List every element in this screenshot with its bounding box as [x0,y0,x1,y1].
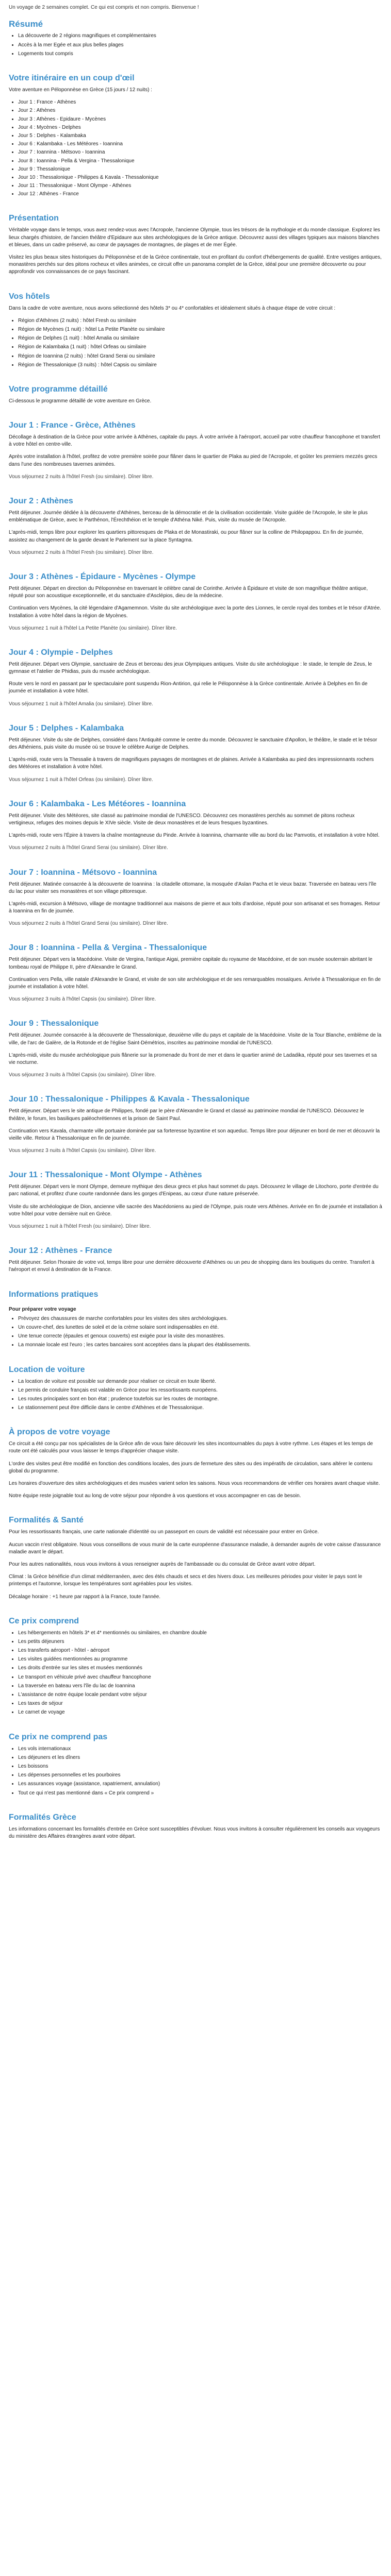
formalites-paragraph: Décalage horaire : +1 heure par rapport à la France, toute l'année. [9,1594,161,1600]
itinerary-item: • Jour 6 : Kalambaka - Les Météores - Ioannina [18,141,382,148]
day-8 [9,943,382,1003]
resume-item: • Logements tout compris [18,50,382,58]
day-paragraph: Décollage à destination de la Grèce pour votre arrivée à Athènes, capitale du pays. À votre arrivée à l'aéroport, accueil par votre chauffeur francophone et transfert à votre hôtel en centre-ville. [9,434,380,448]
programme-section [9,384,382,405]
day-heading: Jour 6 : Kalambaka - Les Météores - Ioannina [9,799,186,808]
day-6 [9,799,382,852]
day-paragraph: Petit déjeuner. Départ en direction du Péloponnèse en traversant le célèbre canal de Corinthe. Arrivée à Épidaure et visite de son magnifique théâtre antique, réputé pour son acoustique exceptionnelle, et du sanctuaire d'Asclépios, dieu de la médecine. [9,585,368,599]
day-heading: Jour 9 : Thessalonique [9,1019,99,1028]
day-meta: Vous séjournez 1 nuit à l'hôtel La Petite Planète (ou similaire). Dîner libre. [9,625,177,631]
location-section [9,1365,382,1412]
noncompris-item: • Les boissons [18,1763,382,1770]
noncompris-list [9,1745,382,1797]
itinerary-section [9,73,382,198]
noncompris-item: • Les dépenses personnelles et les pourboires [18,1772,382,1779]
day-paragraph: Petit déjeuner. Visite des Météores, site classé au patrimoine mondial de l'UNESCO. Découvrez ces monastères perchés au sommet de pitons rocheux vertigineux, refuges des moines depuis le XIVe siècle. Visite de deux monastères et de leurs fresques byzantines. [9,812,355,826]
formalites-paragraph: Aucun vaccin n'est obligatoire. Nous vous conseillons de vous munir de la carte européenne d'assurance maladie, à demander auprès de votre caisse d'assurance maladie avant le départ. [9,1541,381,1555]
apropos-section [9,1427,382,1500]
compris-heading: Ce prix comprend [9,1616,79,1625]
day-paragraph: L'après-midi, visite du musée archéologique puis flânerie sur la promenade du front de mer et dans le quartier animé de Ladadika, réputé pour ses tavernes et sa vie nocturne. [9,1052,377,1065]
itinerary-item: • Jour 4 : Mycènes - Delphes [18,124,382,131]
day-paragraph: Petit déjeuner. Selon l'horaire de votre vol, temps libre pour une dernière découverte d'Athènes ou un peu de shopping dans les boutiques du centre. Transfert à l'aéroport et envol à destination de la France. [9,1260,374,1273]
noncompris-item: • Les assurances voyage (assistance, rapatriement, annulation) [18,1781,382,1788]
location-item: • La location de voiture est possible sur demande pour réaliser ce circuit en toute liberté. [18,1378,382,1385]
itinerary-list [9,99,382,198]
day-meta: Vous séjournez 2 nuits à l'hôtel Grand Serai (ou similaire). Dîner libre. [9,921,168,927]
day-paragraph: Route vers le nord en passant par le spectaculaire pont suspendu Rion-Antirion, qui relie le Péloponnèse à la Grèce continentale. Arrivée à Delphes en fin de journée et installation à votre hôtel. [9,681,368,694]
day-meta: Vous séjournez 1 nuit à l'hôtel Orfeas (ou similaire). Dîner libre. [9,776,153,783]
day-paragraph: L'après-midi, route vers la Thessalie à travers de magnifiques paysages de montagnes et de plaines. Arrivée à Kalambaka au pied des impressionnants rochers des Météores et installation à votre hôtel. [9,757,374,770]
day-heading: Jour 5 : Delphes - Kalambaka [9,723,124,733]
apropos-paragraph: Notre équipe reste joignable tout au long de votre séjour pour répondre à vos questions et vous accompagner en cas de besoin. [9,1493,301,1499]
day-paragraph: Petit déjeuner. Départ vers la Macédoine. Visite de Vergina, l'antique Aigai, première capitale du royaume de Macédoine, et de son musée souterrain abritant le tombeau royal de Philippe II, père d'Alexandre le Grand. [9,957,372,970]
day-paragraph: L'après-midi, excursion à Métsovo, village de montagne traditionnel aux maisons de pierre et aux toits d'ardoise, réputé pour son artisanat et ses fromages. Retour à Ioannina en fin de journée. [9,901,380,914]
day-10 [9,1094,382,1155]
compris-item: • Les hébergements en hôtels 3* et 4* mentionnés ou similaires, en chambre double [18,1630,382,1637]
day-paragraph: Petit déjeuner. Départ vers Olympie, sanctuaire de Zeus et berceau des jeux Olympiques antiques. Visite du site archéologique : le stade, le temple de Zeus, le gymnase et l'atelier de Phidias, puis du musée archéologique. [9,661,372,675]
day-paragraph: Petit déjeuner. Matinée consacrée à la découverte de Ioannina : la citadelle ottomane, la mosquée d'Aslan Pacha et le vieux bazar. Traversée en bateau vers l'île du lac pour visiter ses monastères et son village pittoresque. [9,881,377,894]
day-paragraph: Petit déjeuner. Journée consacrée à la découverte de Thessalonique, deuxième ville du pays et capitale de la Macédoine. Visite de la Tour Blanche, emblème de la ville, de l'arc de Galère, de la Rotonde et de l'église Saint-Démétrios, inscrites au patrimoine mondial de l'UNESCO. [9,1032,382,1046]
day-paragraph: Après votre installation à l'hôtel, profitez de votre première soirée pour flâner dans le quartier de Plaka au pied de l'Acropole, et goûter les premiers mezzés grecs dans l'une des nombreuses tavernes animées. [9,454,378,467]
noncompris-section [9,1732,382,1797]
day-heading: Jour 7 : Ioannina - Métsovo - Ioannina [9,868,157,877]
day-9 [9,1019,382,1079]
day-meta: Vous séjournez 2 nuits à l'hôtel Fresh (ou similaire). Dîner libre. [9,473,154,480]
day-5 [9,723,382,784]
itinerary-item: • Jour 5 : Delphes - Kalambaka [18,132,382,140]
day-meta: Vous séjournez 2 nuits à l'hôtel Grand Serai (ou similaire). Dîner libre. [9,845,168,851]
presentation-paragraph: Véritable voyage dans le temps, vous avez rendez-vous avec l'Acropole, l'ancienne Olympie, tous les trésors de la mythologie et du monde classique. Explorez les lieux chargés d'histoire, de l'ancien théâtre d'Epidaure aux sites archéologiques de la Grèce antique. Découvrez aussi des villages typiques aux maisons blanches et bleues, dans un cadre préservé, au cœur de paysages de montagnes, de plages et de mer Égée. [9,227,380,248]
footer-section [9,1812,382,1840]
presentation-heading: Présentation [9,214,59,223]
compris-item: • La traversée en bateau vers l'île du lac de Ioannina [18,1683,382,1690]
compris-item: • Les taxes de séjour [18,1700,382,1707]
itinerary-heading: Votre itinéraire en un coup d'œil [9,74,135,82]
day-heading: Jour 12 : Athènes - France [9,1246,112,1256]
formalites-paragraph: Climat : la Grèce bénéficie d'un climat méditerranéen, avec des étés chauds et secs et des hivers doux. Les meilleures périodes pour visiter le pays sont le printemps et l'automne, lorsque les températures sont agréables pour les visites. [9,1574,363,1587]
day-heading: Jour 2 : Athènes [9,497,73,505]
infos-item: • Un couvre-chef, des lunettes de soleil et de la crème solaire sont indispensables en été. [18,1324,382,1331]
day-meta: Vous séjournez 1 nuit à l'hôtel Amalia (ou similaire). Dîner libre. [9,701,153,707]
location-heading: Location de voiture [9,1365,85,1374]
itinerary-item: • Jour 7 : Ioannina - Métsovo - Ioannina [18,149,382,156]
hotels-lead: Dans la cadre de votre aventure, nous avons sélectionné des hôtels 3* ou 4* confortables et idéalement situés à chaque étape de votre circuit : [9,305,336,311]
location-item: • Les routes principales sont en bon état ; prudence toutefois sur les routes de montagne. [18,1396,382,1403]
day-paragraph: L'après-midi, route vers l'Épire à travers la chaîne montagneuse du Pinde. Arrivée à Ioannina, charmante ville au bord du lac Pamvotis, et installation à votre hôtel. [9,833,380,839]
formalites-paragraph: Pour les ressortissants français, une carte nationale d'identité ou un passeport en cours de validité est nécessaire pour entrer en Grèce. [9,1529,319,1535]
compris-section [9,1616,382,1717]
infos-subtitle: Pour préparer votre voyage [9,1306,76,1312]
formalites-heading: Formalités & Santé [9,1516,84,1525]
resume-item: • Accès à la mer Egée et aux plus belles plages [18,42,382,49]
hotels-heading: Vos hôtels [9,292,50,301]
resume-section [9,19,382,58]
itinerary-item: • Jour 8 : Ioannina - Pella & Vergina - Thessalonique [18,158,382,165]
compris-item: • Les transferts aéroport - hôtel - aéroport [18,1647,382,1654]
day-7 [9,868,382,928]
day-meta: Vous séjournez 3 nuits à l'hôtel Capsis (ou similaire). Dîner libre. [9,1148,156,1154]
hotel-item: • Région de Ioannina (2 nuits) : hôtel Grand Serai ou similaire [18,353,382,360]
noncompris-item: • Les vols internationaux [18,1745,382,1753]
day-meta: Vous séjournez 1 nuit à l'hôtel Fresh (ou similaire). Dîner libre. [9,1224,151,1229]
itinerary-lead: Votre aventure en Péloponnèse en Grèce (15 jours / 12 nuits) : [9,87,152,93]
compris-list [9,1630,382,1717]
day-2 [9,496,382,556]
resume-item: • La découverte de 2 régions magnifiques et complémentaires [18,32,382,40]
resume-list [9,32,382,58]
hotel-item: • Région de Thessalonique (3 nuits) : hôtel Capsis ou similaire [18,362,382,369]
apropos-heading: À propos de votre voyage [9,1428,110,1437]
day-paragraph: Petit déjeuner. Départ vers le site antique de Philippes, fondé par le père d'Alexandre le Grand et classé au patrimoine mondial de l'UNESCO. Découvrez le théâtre, le forum, les basiliques paléochrétiennes et la prison de Saint Paul. [9,1108,364,1122]
day-paragraph: Continuation vers Kavala, charmante ville portuaire dominée par sa forteresse byzantine et son aqueduc. Temps libre pour déjeuner en bord de mer et découvrir la vieille ville. Retour à Thessalonique en fin de journée. [9,1128,380,1141]
day-4 [9,648,382,708]
noncompris-heading: Ce prix ne comprend pas [9,1732,108,1741]
day-heading: Jour 10 : Thessalonique - Philippes & Kavala - Thessalonique [9,1095,250,1104]
footer-heading: Formalités Grèce [9,1812,76,1822]
hotels-list [9,317,382,369]
infos-item: • Une tenue correcte (épaules et genoux couverts) est exigée pour la visite des monastères. [18,1333,382,1340]
location-list [9,1378,382,1412]
infos-section [9,1290,382,1349]
programme-lead: Ci-dessous le programme détaillé de votre aventure en Grèce. [9,398,152,404]
apropos-paragraph: Ce circuit a été conçu par nos spécialistes de la Grèce afin de vous faire découvrir les sites incontournables du pays à votre rythme. Les étapes et les temps de route ont été calculés pour vous laisser le temps d'apprécier chaque visite. [9,1441,373,1454]
formalites-paragraph: Pour les autres nationalités, nous vous invitons à vous renseigner auprès de l'ambassade ou du consulat de Grèce avant votre départ. [9,1561,316,1567]
compris-item: • Les droits d'entrée sur les sites et musées mentionnés [18,1665,382,1672]
itinerary-item: • Jour 10 : Thessalonique - Philippes & Kavala - Thessalonique [18,174,382,181]
noncompris-item: • Tout ce qui n'est pas mentionné dans « Ce prix comprend » [18,1790,382,1797]
day-heading: Jour 8 : Ioannina - Pella & Vergina - Thessalonique [9,943,207,953]
day-meta: Vous séjournez 3 nuits à l'hôtel Capsis (ou similaire). Dîner libre. [9,996,156,1003]
noncompris-item: • Les déjeuners et les dîners [18,1754,382,1761]
hotels-section [9,292,382,369]
day-paragraph: Petit déjeuner. Journée dédiée à la découverte d'Athènes, berceau de la démocratie et de la civilisation occidentale. Visite guidée de l'Acropole, le site le plus emblématique de Grèce, avec le Parthénon, l'Érechthéion et le temple d'Athéna Niké. Puis, visite du musée de l'Acropole. [9,510,368,523]
apropos-paragraph: Les horaires d'ouverture des sites archéologiques et des musées varient selon les saisons. Nous vous recommandons de vérifier ces horaires avant chaque visite. [9,1481,380,1486]
infos-heading: Informations pratiques [9,1290,99,1299]
day-paragraph: Petit déjeuner. Départ vers le mont Olympe, demeure mythique des dieux grecs et plus haut sommet du pays. Découvrez le village de Litochoro, porte d'entrée du parc national, et profitez d'une courte randonnée dans les gorges d'Enipeas, au cœur d'une nature préservée. [9,1184,379,1197]
presentation-paragraph: Visitez les plus beaux sites historiques du Péloponnèse et de la Grèce continentale, tout en profitant du confort d'hébergements de qualité. Entre vestiges antiques, monastères perchés sur des pitons rocheux et villes animées, ce circuit offre un panorama complet de la Grèce, idéal pour une première découverte ou pour approfondir vos connaissances de ce pays fascinant. [9,255,382,275]
programme-heading: Votre programme détaillé [9,384,108,394]
day-meta: Vous séjournez 2 nuits à l'hôtel Fresh (ou similaire). Dîner libre. [9,549,154,555]
hotel-item: • Région de Delphes (1 nuit) : hôtel Amalia ou similaire [18,335,382,342]
apropos-paragraph: L'ordre des visites peut être modifié en fonction des conditions locales, des jours de fermeture des sites ou des impératifs de circulation, sans altérer le contenu global du programme. [9,1461,373,1474]
day-paragraph: Continuation vers Pella, ville natale d'Alexandre le Grand, et visite de son site archéologique et de ses remarquables mosaïques. Arrivée à Thessalonique en fin de journée et installation à votre hôtel. [9,976,381,990]
compris-item: • Les visites guidées mentionnées au programme [18,1656,382,1663]
hotel-item: • Région de Kalambaka (1 nuit) : hôtel Orfeas ou similaire [18,344,382,351]
resume-heading: Résumé [9,19,43,29]
day-paragraph: L'après-midi, temps libre pour explorer les quartiers pittoresques de Plaka et de Monastiraki, ou pour flâner sur la colline de Philopappou. En fin de journée, assistez au changement de la garde devant le Parlement sur la place Syntagma. [9,530,364,543]
formalites-section [9,1515,382,1600]
hotel-item: • Région de Mycènes (1 nuit) : hôtel La Petite Planète ou similaire [18,326,382,333]
footer-text: Les informations concernant les formalités d'entrée en Grèce sont susceptibles d'évoluer. Nous vous invitons à consulter régulièrement les conseils aux voyageurs du ministère des Affaires étrangères avant votre départ. [9,1826,380,1839]
infos-item: • La monnaie locale est l'euro ; les cartes bancaires sont acceptées dans la plupart des établissements. [18,1342,382,1349]
day-3 [9,572,382,632]
day-11 [9,1170,382,1230]
itinerary-item: • Jour 1 : France - Athènes [18,99,382,106]
day-heading: Jour 3 : Athènes - Épidaure - Mycènes - Olympe [9,572,196,581]
day-meta: Vous séjournez 3 nuits à l'hôtel Capsis (ou similaire). Dîner libre. [9,1072,156,1078]
compris-item: • Le carnet de voyage [18,1709,382,1716]
day-12 [9,1246,382,1274]
day-paragraph: Continuation vers Mycènes, la cité légendaire d'Agamemnon. Visite du site archéologique avec la porte des Lionnes, le cercle royal des tombes et le trésor d'Atrée. Installation à votre hôtel dans la région de Mycènes. [9,605,381,619]
itinerary-item: • Jour 2 : Athènes [18,107,382,114]
day-paragraph: Petit déjeuner. Visite du site de Delphes, considéré dans l'Antiquité comme le centre du monde. Découvrez le sanctuaire d'Apollon, le théâtre, le stade et le trésor des Athéniens, puis visite du musée où se trouve le célèbre Aurige de Delphes. [9,737,378,750]
itinerary-item: • Jour 9 : Thessalonique [18,166,382,173]
day-heading: Jour 4 : Olympie - Delphes [9,648,113,657]
day-1 [9,420,382,481]
intro-text: Un voyage de 2 semaines complet. Ce qui est compris et non compris. Bienvenue ! [9,5,199,10]
location-item: • Le stationnement peut être difficile dans le centre d'Athènes et de Thessalonique. [18,1404,382,1412]
itinerary-item: • Jour 3 : Athènes - Epidaure - Mycènes [18,116,382,123]
presentation-section [9,213,382,276]
itinerary-item: • Jour 11 : Thessalonique - Mont Olympe - Athènes [18,182,382,190]
compris-item: • Les petits déjeuners [18,1638,382,1646]
itinerary-item: • Jour 12 : Athènes - France [18,191,382,198]
infos-list [9,1315,382,1349]
day-heading: Jour 11 : Thessalonique - Mont Olympe - Athènes [9,1171,202,1180]
compris-item: • L'assistance de notre équipe locale pendant votre séjour [18,1691,382,1699]
hotel-item: • Région d'Athènes (2 nuits) : hôtel Fresh ou similaire [18,317,382,325]
day-heading: Jour 1 : France - Grèce, Athènes [9,421,136,430]
compris-item: • Le transport en véhicule privé avec chauffeur francophone [18,1674,382,1681]
location-item: • Le permis de conduire français est valable en Grèce pour les ressortissants européens. [18,1387,382,1394]
day-paragraph: Visite du site archéologique de Dion, ancienne ville sacrée des Macédoniens au pied de l'Olympe, puis route vers Athènes. Arrivée en fin de journée et installation à votre hôtel pour votre dernière nuit en Grèce. [9,1204,382,1217]
infos-item: • Prévoyez des chaussures de marche confortables pour les visites des sites archéologiques. [18,1315,382,1323]
